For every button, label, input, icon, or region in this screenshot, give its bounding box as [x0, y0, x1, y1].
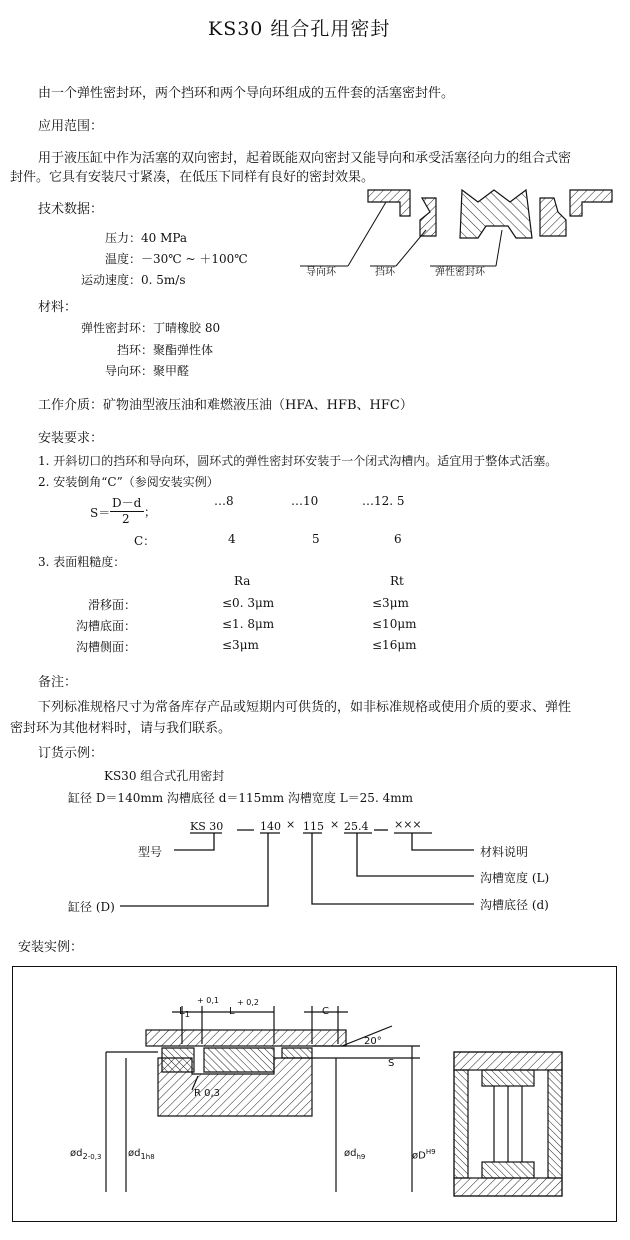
- material-retaining: 挡环：聚酯弹性体: [117, 343, 214, 357]
- rough-row-label: 沟槽侧面：: [76, 640, 137, 654]
- code-bore: 140: [260, 820, 281, 833]
- application-line-1: 用于液压缸中作为活塞的双向密封，起着既能双向密封又能导向和承受活塞径向力的组合式密: [38, 151, 572, 166]
- tech-heading: 技术数据：: [38, 202, 104, 217]
- working-media: 工作介质：矿物油型液压油和难燃液压油（HFA、HFB、HFC）: [38, 398, 413, 413]
- rough-header-rt: Rt: [390, 574, 404, 588]
- dim-l: L: [229, 1006, 235, 1017]
- c-label: C：: [134, 534, 156, 548]
- c-value-3: 6: [394, 532, 402, 546]
- formula-denominator: 2: [122, 512, 130, 526]
- dim-d: $ød_{h9}$: [344, 1148, 366, 1161]
- rough-row-rt: ≤3μm: [372, 596, 409, 610]
- rough-row-label: 滑移面：: [88, 598, 137, 612]
- materials-heading: 材料：: [38, 300, 78, 315]
- material-elastic: 弹性密封环：丁晴橡胶 80: [81, 321, 221, 335]
- order-heading: 订货示例：: [38, 746, 104, 761]
- application-heading: 应用范围：: [38, 119, 104, 134]
- installation-drawing: [12, 966, 617, 1222]
- formula-numerator: D－d: [112, 496, 142, 510]
- s-value-1: …8: [214, 494, 234, 508]
- install-item-2: 2. 安装倒角“C”（参阅安装实例）: [38, 475, 219, 489]
- dim-radius: R 0,3: [194, 1088, 221, 1099]
- code-label-material: 材料说明: [480, 845, 529, 859]
- rough-header-ra: Ra: [234, 574, 251, 588]
- page-title: KS30 组合孔用密封: [208, 18, 391, 40]
- code-label-type: 型号: [138, 845, 163, 859]
- c-value-2: 5: [312, 532, 320, 546]
- tech-speed: 运动速度：0. 5m/s: [81, 273, 186, 287]
- material-guide: 导向环：聚甲醛: [105, 364, 190, 378]
- formula-s-label: S＝: [90, 506, 111, 520]
- tech-temperature: 温度：－30℃ ~ ＋100℃: [105, 252, 248, 266]
- code-material: ×××: [394, 818, 422, 831]
- code-times-2: ×: [330, 818, 340, 831]
- order-product: KS30 组合式孔用密封: [104, 769, 225, 783]
- rough-row-ra: ≤0. 3μm: [222, 596, 275, 610]
- rough-row-ra: ≤1. 8μm: [222, 617, 275, 631]
- code-label-width: 沟槽宽度 (L): [480, 871, 550, 885]
- dim-l1-tol: + 0,1: [197, 996, 219, 1005]
- s-value-3: …12. 5: [362, 494, 405, 508]
- dim-D: $øD^{H9}$: [412, 1148, 436, 1162]
- label-guide-ring: 导向环: [306, 267, 336, 278]
- intro-text: 由一个弹性密封环，两个挡环和两个导向环组成的五件套的活塞密封件。: [38, 86, 455, 101]
- code-label-groove: 沟槽底径 (d): [480, 898, 549, 912]
- dim-angle: 20°: [364, 1036, 382, 1047]
- note-line-1: 下列标准规格尺寸为常备库存产品或短期内可供货的，如非标准规格或使用介质的要求、弹性: [38, 700, 572, 715]
- note-line-2: 密封环为其他材料时，请与我们联系。: [10, 721, 232, 736]
- s-value-2: …10: [291, 494, 319, 508]
- dim-l1: $L_1$: [179, 1006, 190, 1019]
- install-item-1: 1. 开斜切口的挡环和导向环，圆环式的弹性密封环安装于一个闭式沟槽内。适宜用于整体式活塞。: [38, 454, 558, 468]
- label-retaining-ring: 挡环: [375, 267, 395, 278]
- dim-s: S: [388, 1058, 395, 1069]
- rough-row-rt: ≤10μm: [372, 617, 417, 631]
- tech-pressure: 压力：40 MPa: [105, 231, 188, 245]
- note-heading: 备注：: [38, 675, 78, 690]
- code-width: 25.4: [344, 820, 369, 833]
- code-times-1: ×: [286, 818, 296, 831]
- label-elastic-ring: 弹性密封环: [435, 267, 485, 278]
- code-groove-d: 115: [303, 820, 324, 833]
- c-value-1: 4: [228, 532, 236, 546]
- order-dimensions: 缸径 D＝140mm 沟槽底径 d＝115mm 沟槽宽度 L＝25. 4mm: [68, 791, 413, 805]
- application-line-2: 封件。它具有安装尺寸紧凑，在低压下同样有良好的密封效果。: [10, 170, 375, 185]
- rough-row-label: 沟槽底面：: [76, 619, 137, 633]
- dim-l-tol: + 0,2: [237, 998, 259, 1007]
- rough-row-ra: ≤3μm: [222, 638, 259, 652]
- code-type: KS 30: [190, 820, 224, 833]
- dim-d2: $ød_{2-0,3}$: [70, 1148, 102, 1161]
- rough-row-rt: ≤16μm: [372, 638, 417, 652]
- formula-colon: ；: [144, 505, 157, 519]
- install-heading: 安装要求：: [38, 431, 104, 446]
- dim-c: C: [322, 1006, 329, 1017]
- code-label-bore: 缸径 (D): [68, 900, 115, 914]
- example-heading: 安装实例：: [18, 940, 84, 955]
- dim-d1: $ød_{1h8}$: [128, 1148, 155, 1161]
- install-item-3: 3. 表面粗糙度：: [38, 555, 126, 569]
